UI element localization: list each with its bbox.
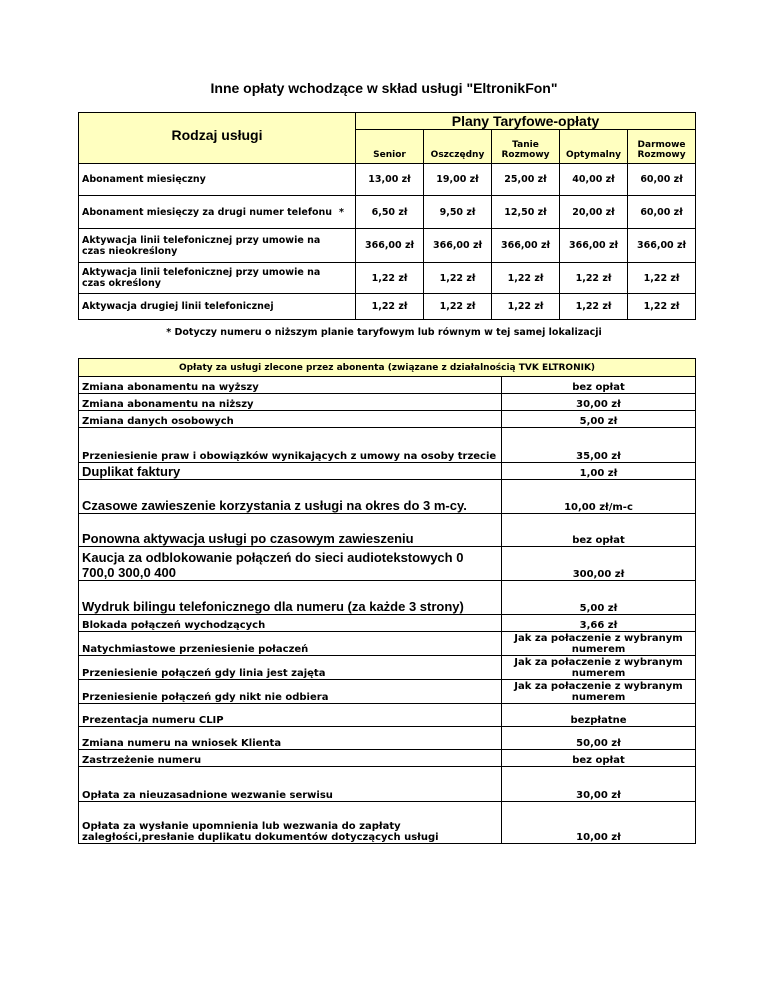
fee-row bbox=[79, 581, 696, 615]
fee-service-name: Wydruk bilingu telefonicznego dla numeru (za każde 3 strony) bbox=[79, 581, 502, 615]
plan-column-header: Senior bbox=[356, 130, 424, 164]
service-name: Aktywacja linii telefonicznej przy umowie na czas nieokreślony bbox=[82, 234, 321, 257]
plan-price-cell: 366,00 zł bbox=[356, 229, 424, 263]
plans-table bbox=[78, 112, 696, 320]
fee-service-name: Przeniesienie praw i obowiązków wynikających z umowy na osoby trzecie bbox=[79, 428, 502, 463]
fee-value: bez opłat bbox=[502, 750, 696, 767]
fee-service-name: Prezentacja numeru CLIP bbox=[79, 704, 502, 727]
plan-price-cell: 1,22 zł bbox=[628, 263, 696, 294]
fee-service-name: Przeniesienie połączeń gdy nikt nie odbiera bbox=[79, 680, 502, 704]
footnote: * Dotyczy numeru o niższym planie taryfowym lub równym w tej samej lokalizacji bbox=[166, 327, 602, 338]
fee-value: bezpłatne bbox=[502, 704, 696, 727]
tariff-plans-header: Plany Taryfowe-opłaty bbox=[356, 113, 696, 130]
fee-service-name: Opłata za nieuzasadnione wezwanie serwisu bbox=[79, 767, 502, 802]
fee-value: Jak za połaczenie z wybranym numerem bbox=[502, 656, 696, 680]
fee-value: 35,00 zł bbox=[502, 428, 696, 463]
plan-price-cell: 25,00 zł bbox=[492, 164, 560, 196]
plan-row-service bbox=[79, 164, 356, 196]
plan-price-cell: 1,22 zł bbox=[356, 294, 424, 320]
fee-value: 30,00 zł bbox=[502, 394, 696, 411]
fee-value: bez opłat bbox=[502, 377, 696, 394]
plan-price-cell: 9,50 zł bbox=[424, 196, 492, 229]
plan-column-header: Tanie Rozmowy bbox=[492, 130, 560, 164]
plan-price-cell: 1,22 zł bbox=[492, 263, 560, 294]
fee-row bbox=[79, 802, 696, 844]
fee-row bbox=[79, 463, 696, 480]
fee-service-name: Kaucja za odblokowanie połączeń do sieci audiotekstowych 0 700,0 300,0 400 bbox=[79, 547, 502, 581]
service-name: Aktywacja linii telefonicznej przy umowie na czas określony bbox=[82, 267, 321, 289]
plan-price-cell: 13,00 zł bbox=[356, 164, 424, 196]
plan-price-cell: 366,00 zł bbox=[492, 229, 560, 263]
fee-value: 5,00 zł bbox=[502, 411, 696, 428]
plan-price-cell: 6,50 zł bbox=[356, 196, 424, 229]
service-footnote-mark bbox=[344, 235, 352, 257]
fee-service-name: Czasowe zawieszenie korzystania z usługi na okres do 3 m-cy. bbox=[79, 480, 502, 514]
service-name: Aktywacja drugiej linii telefonicznej bbox=[82, 301, 274, 312]
plan-row-service bbox=[79, 294, 356, 320]
plan-price-cell: 60,00 zł bbox=[628, 164, 696, 196]
plan-price-cell: 12,50 zł bbox=[492, 196, 560, 229]
page-title: Inne opłaty wchodzące w skład usługi "EltronikFon" bbox=[210, 80, 558, 96]
fee-row bbox=[79, 632, 696, 656]
fee-row bbox=[79, 480, 696, 514]
plan-price-cell: 19,00 zł bbox=[424, 164, 492, 196]
fees-table bbox=[78, 358, 696, 844]
plan-price-cell: 1,22 zł bbox=[424, 294, 492, 320]
fee-row bbox=[79, 547, 696, 581]
fee-service-name: Ponowna aktywacja usługi po czasowym zawieszeniu bbox=[79, 514, 502, 547]
fee-value: 50,00 zł bbox=[502, 727, 696, 750]
fee-value: 10,00 zł bbox=[502, 802, 696, 844]
plan-price-cell: 1,22 zł bbox=[356, 263, 424, 294]
plan-price-cell: 366,00 zł bbox=[424, 229, 492, 263]
plan-column-header: Optymalny bbox=[560, 130, 628, 164]
plan-row-service bbox=[79, 263, 356, 294]
fee-service-name: Zmiana abonamentu na wyższy bbox=[79, 377, 502, 394]
fee-service-name: Zastrzeżenie numeru bbox=[79, 750, 502, 767]
service-footnote-mark bbox=[344, 174, 352, 185]
plan-price-cell: 1,22 zł bbox=[560, 263, 628, 294]
plan-price-cell: 366,00 zł bbox=[628, 229, 696, 263]
service-name: Abonament miesięczy za drugi numer telefonu bbox=[82, 206, 333, 218]
fees-header: Opłaty za usługi zlecone przez abonenta (związane z działalnością TVK ELTRONIK) bbox=[79, 359, 696, 377]
plan-row bbox=[79, 164, 696, 196]
plan-price-cell: 20,00 zł bbox=[560, 196, 628, 229]
fee-value: bez opłat bbox=[502, 514, 696, 547]
fee-row bbox=[79, 704, 696, 727]
fee-service-name: Zmiana danych osobowych bbox=[79, 411, 502, 428]
fee-row bbox=[79, 767, 696, 802]
service-footnote-mark: * bbox=[339, 206, 344, 218]
fee-value: 1,00 zł bbox=[502, 463, 696, 480]
fee-row bbox=[79, 411, 696, 428]
service-footnote-mark bbox=[344, 301, 352, 312]
fee-row bbox=[79, 377, 696, 394]
fee-value: 3,66 zł bbox=[502, 615, 696, 632]
plan-price-cell: 1,22 zł bbox=[628, 294, 696, 320]
service-footnote-mark bbox=[344, 267, 352, 289]
plan-price-cell: 1,22 zł bbox=[560, 294, 628, 320]
fee-value: 300,00 zł bbox=[502, 547, 696, 581]
plan-row bbox=[79, 263, 696, 294]
fee-row bbox=[79, 514, 696, 547]
fee-value: 30,00 zł bbox=[502, 767, 696, 802]
fee-row bbox=[79, 428, 696, 463]
plan-price-cell: 40,00 zł bbox=[560, 164, 628, 196]
plan-row bbox=[79, 294, 696, 320]
fee-row bbox=[79, 394, 696, 411]
fee-value: Jak za połaczenie z wybranym numerem bbox=[502, 680, 696, 704]
fee-service-name: Blokada połączeń wychodzących bbox=[79, 615, 502, 632]
fee-value: 10,00 zł/m-c bbox=[502, 480, 696, 514]
plan-column-header: Oszczędny bbox=[424, 130, 492, 164]
fee-value: 5,00 zł bbox=[502, 581, 696, 615]
fee-service-name: Zmiana abonamentu na niższy bbox=[79, 394, 502, 411]
fee-row bbox=[79, 680, 696, 704]
plan-price-cell: 1,22 zł bbox=[424, 263, 492, 294]
fee-service-name: Przeniesienie połączeń gdy linia jest zajęta bbox=[79, 656, 502, 680]
fee-row bbox=[79, 727, 696, 750]
plan-row bbox=[79, 196, 696, 229]
fee-service-name: Natychmiastowe przeniesienie połaczeń bbox=[79, 632, 502, 656]
plan-row bbox=[79, 229, 696, 263]
plan-price-cell: 60,00 zł bbox=[628, 196, 696, 229]
fee-row bbox=[79, 750, 696, 767]
fee-service-name: Opłata za wysłanie upomnienia lub wezwania do zapłaty zaległości,presłanie duplikatu dokumentów dotyczących usługi bbox=[79, 802, 502, 844]
plan-column-header: Darmowe Rozmowy bbox=[628, 130, 696, 164]
plan-row-service bbox=[79, 229, 356, 263]
fee-service-name: Duplikat faktury bbox=[79, 463, 502, 480]
plan-price-cell: 1,22 zł bbox=[492, 294, 560, 320]
fee-row bbox=[79, 615, 696, 632]
plan-price-cell: 366,00 zł bbox=[560, 229, 628, 263]
fee-value: Jak za połaczenie z wybranym numerem bbox=[502, 632, 696, 656]
service-name: Abonament miesięczny bbox=[82, 174, 206, 185]
plan-row-service bbox=[79, 196, 356, 229]
fee-row bbox=[79, 656, 696, 680]
fee-service-name: Zmiana numeru na wniosek Klienta bbox=[79, 727, 502, 750]
service-type-header: Rodzaj usługi bbox=[79, 113, 356, 164]
